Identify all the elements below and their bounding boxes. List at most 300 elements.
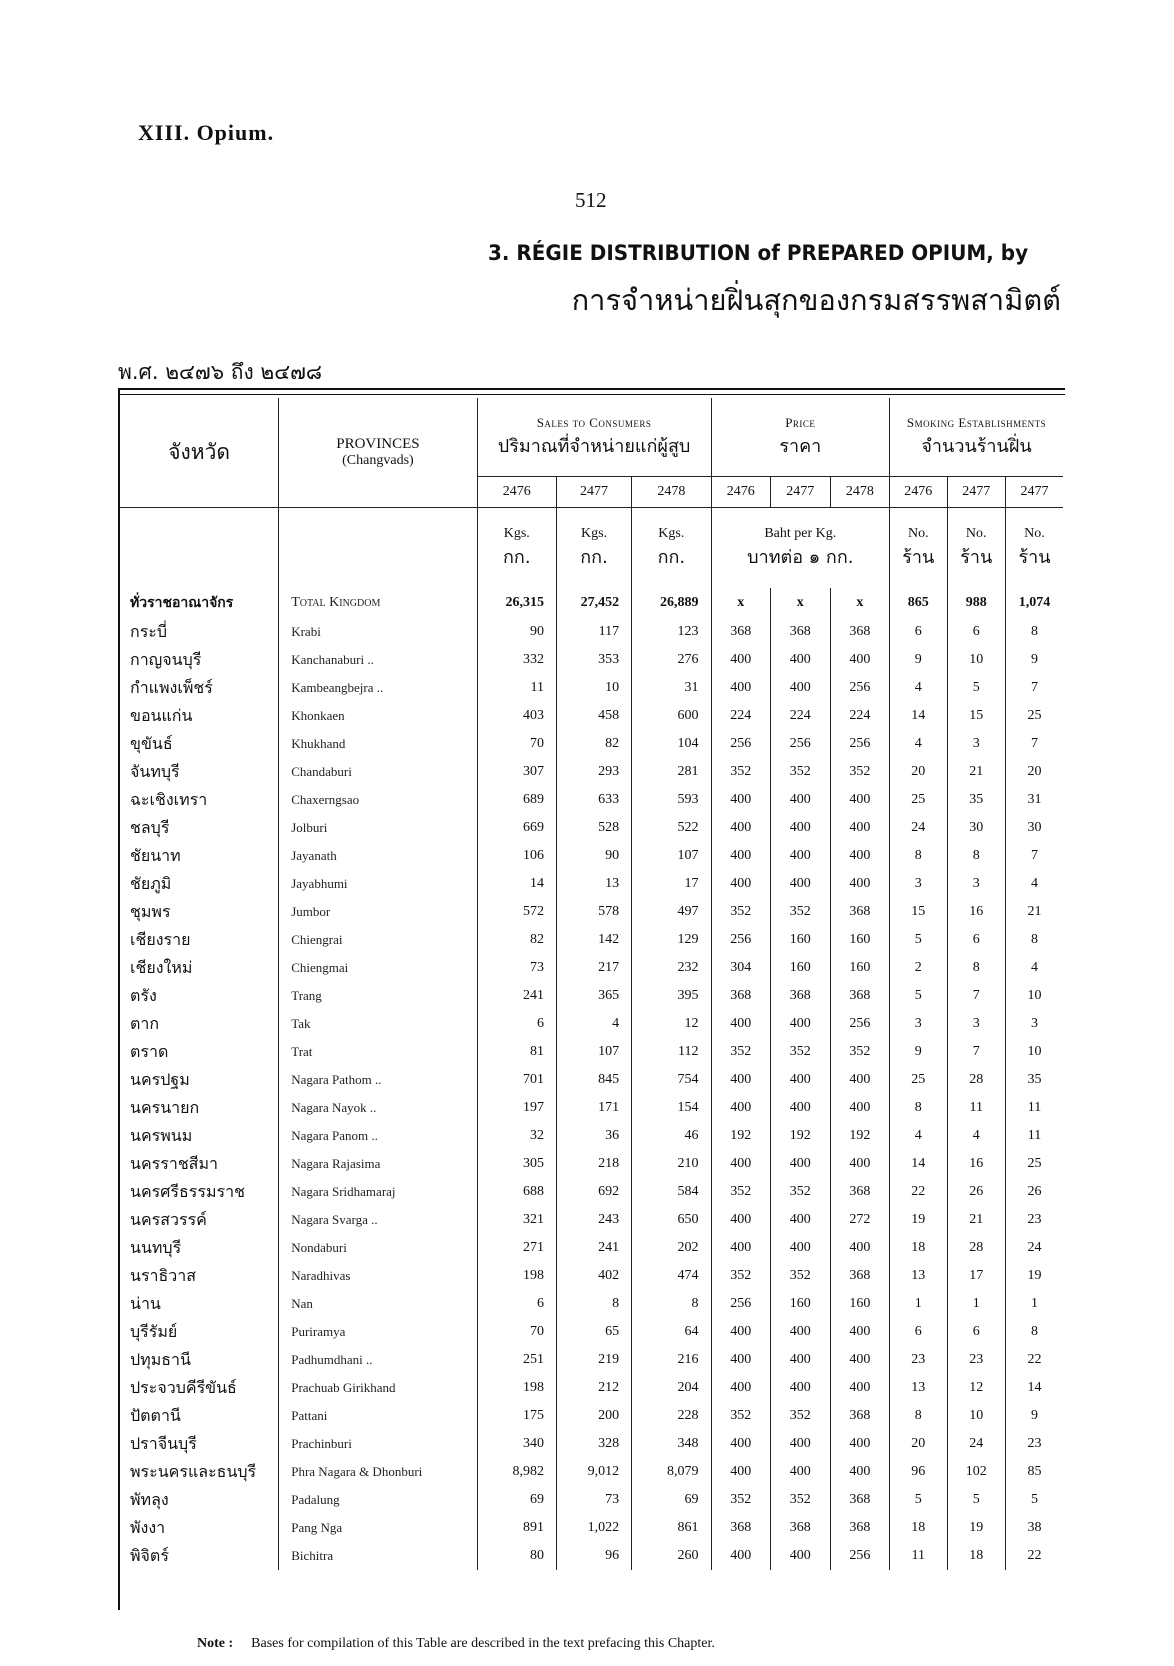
province-name-cell xyxy=(279,1066,477,1094)
unit-spacer xyxy=(120,508,279,589)
establishments-value: 18 xyxy=(947,1542,1005,1570)
sales-value: 6 xyxy=(477,1010,556,1038)
establishments-value: 9 xyxy=(1005,1402,1063,1430)
price-value: 352 xyxy=(830,1038,890,1066)
establishments-value: 9 xyxy=(890,646,947,674)
sales-value: 46 xyxy=(632,1122,711,1150)
sales-value: 69 xyxy=(477,1486,556,1514)
establishments-value: 8 xyxy=(1005,1318,1063,1346)
province-name: Chiengrai xyxy=(291,932,343,947)
province-thai-name: บุรีรัมย์ xyxy=(130,1321,178,1341)
establishments-value: 8 xyxy=(890,842,947,870)
price-value: 400 xyxy=(711,1010,771,1038)
unit-no-cell xyxy=(1005,508,1063,589)
sales-value: 13 xyxy=(556,870,631,898)
price-value: 352 xyxy=(771,1178,831,1206)
sales-value: 17 xyxy=(632,870,711,898)
price-value: 400 xyxy=(711,1346,771,1374)
price-value: 368 xyxy=(830,618,890,646)
province-name: Bichitra xyxy=(291,1548,334,1563)
price-value: 368 xyxy=(711,1514,771,1542)
establishments-value: 19 xyxy=(1005,1262,1063,1290)
price-value: 400 xyxy=(771,1458,831,1486)
province-thai-name: ขุขันธ์ xyxy=(130,733,173,753)
col-group-price-thai: ราคา xyxy=(779,435,822,457)
sales-value: 669 xyxy=(477,814,556,842)
establishments-value: 30 xyxy=(947,814,1005,842)
establishments-value: 25 xyxy=(890,1066,947,1094)
unit-price-cell xyxy=(711,508,890,589)
establishments-value: 85 xyxy=(1005,1458,1063,1486)
price-value: 400 xyxy=(830,1150,890,1178)
establishments-value: 24 xyxy=(890,814,947,842)
sales-value: 171 xyxy=(556,1094,631,1122)
sales-value: 584 xyxy=(632,1178,711,1206)
establishments-value: 7 xyxy=(947,1038,1005,1066)
province-name-cell xyxy=(279,1318,477,1346)
sales-value: 1,022 xyxy=(556,1514,631,1542)
province-name-cell xyxy=(279,982,477,1010)
establishments-value: 11 xyxy=(1005,1122,1063,1150)
establishments-value: 6 xyxy=(947,926,1005,954)
unit-no-cell xyxy=(890,508,947,589)
table-title: 3. RÉGIE DISTRIBUTION of PREPARED OPIUM, by xyxy=(488,241,1029,265)
province-name: Total Kingdom xyxy=(291,595,381,610)
sales-value: 154 xyxy=(632,1094,711,1122)
province-thai-name: เชียงราย xyxy=(130,929,191,949)
establishments-value: 23 xyxy=(890,1346,947,1374)
sales-value: 891 xyxy=(477,1514,556,1542)
price-value: 400 xyxy=(711,1374,771,1402)
establishments-value: 1,074 xyxy=(1005,588,1063,618)
establishments-value: 11 xyxy=(1005,1094,1063,1122)
establishments-value: 25 xyxy=(890,786,947,814)
year-header: 2477 xyxy=(1005,477,1063,508)
province-name: Chaxerngsao xyxy=(291,792,360,807)
price-value: 368 xyxy=(830,1402,890,1430)
price-value: 352 xyxy=(711,1262,771,1290)
establishments-value: 13 xyxy=(890,1262,947,1290)
province-name-cell xyxy=(279,730,477,758)
province-thai-name: ชัยนาท xyxy=(130,845,181,865)
price-value: 400 xyxy=(771,1234,831,1262)
table-row xyxy=(120,1262,1063,1290)
sales-value: 210 xyxy=(632,1150,711,1178)
province-name-cell xyxy=(279,1206,477,1234)
establishments-value: 7 xyxy=(947,982,1005,1010)
province-thai-name: กระบี่ xyxy=(130,621,168,641)
sales-value: 142 xyxy=(556,926,631,954)
province-name: Pattani xyxy=(291,1408,328,1423)
establishments-value: 6 xyxy=(890,1318,947,1346)
province-name: Nagara Pathom .. xyxy=(291,1072,382,1087)
table-row xyxy=(120,954,1063,982)
province-thai-name: ทั่วราชอาณาจักร xyxy=(130,595,234,611)
province-thai-name: พิจิตร์ xyxy=(130,1545,169,1565)
sales-value: 8,982 xyxy=(477,1458,556,1486)
sales-value: 348 xyxy=(632,1430,711,1458)
price-value: 224 xyxy=(830,702,890,730)
province-thai-name: เชียงใหม่ xyxy=(130,957,193,977)
establishments-value: 10 xyxy=(947,1402,1005,1430)
years-range-thai: พ.ศ. ๒๔๗๖ ถึง ๒๔๗๘ xyxy=(118,360,323,384)
unit-kgs-thai: กก. xyxy=(657,546,686,568)
year-header: 2478 xyxy=(632,477,711,508)
province-thai-name: ตราด xyxy=(130,1041,169,1061)
province-name: Nagara Rajasima xyxy=(291,1156,381,1171)
price-value: 368 xyxy=(830,1486,890,1514)
sales-value: 600 xyxy=(632,702,711,730)
establishments-value: 4 xyxy=(1005,954,1063,982)
price-value: 400 xyxy=(830,1374,890,1402)
sales-value: 353 xyxy=(556,646,631,674)
province-name-cell xyxy=(279,1038,477,1066)
establishments-value: 3 xyxy=(947,730,1005,758)
sales-value: 8 xyxy=(556,1290,631,1318)
price-value: 400 xyxy=(830,1066,890,1094)
thai-table-title: การจำหน่ายฝิ่นสุกของกรมสรรพสามิตต์ xyxy=(571,283,1061,317)
province-name: Jayabhumi xyxy=(291,876,348,891)
table-row xyxy=(120,1234,1063,1262)
province-thai-name: ปราจีนบุรี xyxy=(130,1433,197,1453)
province-thai-name: นครนายก xyxy=(130,1097,200,1117)
establishments-value: 26 xyxy=(1005,1178,1063,1206)
price-value: 400 xyxy=(771,1430,831,1458)
establishments-value: 28 xyxy=(947,1234,1005,1262)
sales-value: 80 xyxy=(477,1542,556,1570)
sales-value: 81 xyxy=(477,1038,556,1066)
col-header-provinces-label: PROVINCES xyxy=(336,436,420,452)
price-value: 368 xyxy=(771,618,831,646)
year-header: 2477 xyxy=(771,477,831,508)
sales-value: 70 xyxy=(477,730,556,758)
sales-value: 31 xyxy=(632,674,711,702)
price-value: 400 xyxy=(771,646,831,674)
sales-value: 198 xyxy=(477,1374,556,1402)
price-value: 352 xyxy=(711,1402,771,1430)
establishments-value: 3 xyxy=(890,1010,947,1038)
establishments-value: 14 xyxy=(890,1150,947,1178)
province-name: Trang xyxy=(291,988,322,1003)
price-value: 400 xyxy=(830,786,890,814)
province-name: Nagara Svarga .. xyxy=(291,1212,378,1227)
unit-kgs: Kgs. xyxy=(581,525,608,541)
sales-value: 307 xyxy=(477,758,556,786)
unit-kgs-cell xyxy=(632,508,711,589)
sales-value: 129 xyxy=(632,926,711,954)
unit-no: No. xyxy=(965,525,987,541)
sales-value: 82 xyxy=(556,730,631,758)
province-thai-name: นครศรีธรรมราช xyxy=(130,1181,245,1201)
sales-value: 293 xyxy=(556,758,631,786)
table-row xyxy=(120,1486,1063,1514)
table-row xyxy=(120,1514,1063,1542)
province-name: Kanchanaburi .. xyxy=(291,652,374,667)
table-row xyxy=(120,702,1063,730)
sales-value: 202 xyxy=(632,1234,711,1262)
table-row xyxy=(120,730,1063,758)
price-value: 352 xyxy=(711,758,771,786)
sales-value: 26,889 xyxy=(632,588,711,618)
sales-value: 650 xyxy=(632,1206,711,1234)
price-value: 256 xyxy=(711,1290,771,1318)
unit-kgs-cell xyxy=(556,508,631,589)
province-thai-name: ปัตตานี xyxy=(130,1405,181,1425)
province-name-cell xyxy=(279,618,477,646)
table-row xyxy=(120,618,1063,646)
col-header-thai-province xyxy=(120,398,279,508)
province-name: Nagara Nayok .. xyxy=(291,1100,377,1115)
price-value: 400 xyxy=(771,1066,831,1094)
province-name: Jolburi xyxy=(291,820,328,835)
table-row xyxy=(120,1290,1063,1318)
table-row xyxy=(120,1178,1063,1206)
establishments-value: 3 xyxy=(947,1010,1005,1038)
sales-value: 11 xyxy=(477,674,556,702)
price-value: 256 xyxy=(711,730,771,758)
establishments-value: 4 xyxy=(890,1122,947,1150)
establishments-value: 14 xyxy=(1005,1374,1063,1402)
price-value: 256 xyxy=(830,1010,890,1038)
sales-value: 321 xyxy=(477,1206,556,1234)
sales-value: 197 xyxy=(477,1094,556,1122)
province-name-cell xyxy=(279,758,477,786)
price-value: 368 xyxy=(771,1514,831,1542)
price-value: 192 xyxy=(771,1122,831,1150)
sales-value: 340 xyxy=(477,1430,556,1458)
price-value: 400 xyxy=(771,1542,831,1570)
col-group-smoking xyxy=(890,398,1063,477)
sales-value: 107 xyxy=(632,842,711,870)
province-name: Jumbor xyxy=(291,904,331,919)
province-name-cell xyxy=(279,1262,477,1290)
province-name: Prachuab Girikhand xyxy=(291,1380,396,1395)
establishments-value: 25 xyxy=(1005,702,1063,730)
year-header: 2478 xyxy=(830,477,890,508)
establishments-value: 35 xyxy=(947,786,1005,814)
province-name-cell xyxy=(279,1402,477,1430)
establishments-value: 8 xyxy=(1005,926,1063,954)
province-name-cell xyxy=(279,1234,477,1262)
col-group-smoking-thai: จำนวนร้านฝิ่น xyxy=(921,435,1032,457)
col-group-sales xyxy=(477,398,711,477)
sales-value: 701 xyxy=(477,1066,556,1094)
sales-value: 232 xyxy=(632,954,711,982)
establishments-value: 6 xyxy=(947,1318,1005,1346)
price-value: 368 xyxy=(830,898,890,926)
table-row xyxy=(120,1542,1063,1570)
sales-value: 474 xyxy=(632,1262,711,1290)
sales-value: 82 xyxy=(477,926,556,954)
establishments-value: 8 xyxy=(947,842,1005,870)
province-name-cell xyxy=(279,1010,477,1038)
price-value: 400 xyxy=(771,1374,831,1402)
sales-value: 14 xyxy=(477,870,556,898)
province-name: Tak xyxy=(291,1016,311,1031)
table-row xyxy=(120,1318,1063,1346)
sales-value: 69 xyxy=(632,1486,711,1514)
province-name-cell xyxy=(279,702,477,730)
table-row xyxy=(120,758,1063,786)
province-name: Krabi xyxy=(291,624,321,639)
table-row xyxy=(120,1010,1063,1038)
province-name-cell xyxy=(279,842,477,870)
province-name: Trat xyxy=(291,1044,313,1059)
province-thai-name: ประจวบคีรีขันธ์ xyxy=(130,1377,237,1397)
price-value: 400 xyxy=(830,1346,890,1374)
establishments-value: 8 xyxy=(947,954,1005,982)
col-header-provinces xyxy=(279,398,477,508)
establishments-value: 15 xyxy=(890,898,947,926)
table-row xyxy=(120,1038,1063,1066)
province-name-cell xyxy=(279,1486,477,1514)
establishments-value: 5 xyxy=(947,1486,1005,1514)
price-value: 160 xyxy=(771,1290,831,1318)
sales-value: 27,452 xyxy=(556,588,631,618)
sales-value: 12 xyxy=(632,1010,711,1038)
price-value: 368 xyxy=(830,1514,890,1542)
establishments-value: 102 xyxy=(947,1458,1005,1486)
sales-value: 271 xyxy=(477,1234,556,1262)
establishments-value: 20 xyxy=(890,1430,947,1458)
establishments-value: 18 xyxy=(890,1514,947,1542)
sales-value: 522 xyxy=(632,814,711,842)
col-header-thai-label: จังหวัด xyxy=(168,440,231,464)
sales-value: 458 xyxy=(556,702,631,730)
price-value: 400 xyxy=(830,1458,890,1486)
establishments-value: 21 xyxy=(947,758,1005,786)
unit-no-thai: ร้าน xyxy=(1018,546,1051,568)
province-name: Padalung xyxy=(291,1492,340,1507)
price-value: 352 xyxy=(711,1038,771,1066)
price-value: 192 xyxy=(830,1122,890,1150)
col-group-smoking-label: Smoking Establishments xyxy=(906,414,1047,430)
province-name: Phra Nagara & Dhonburi xyxy=(291,1464,423,1479)
establishments-value: 8 xyxy=(1005,618,1063,646)
province-name-cell xyxy=(279,1514,477,1542)
province-name: Nondaburi xyxy=(291,1240,347,1255)
price-value: 400 xyxy=(711,1150,771,1178)
sales-value: 593 xyxy=(632,786,711,814)
province-name-cell xyxy=(279,870,477,898)
price-value: 400 xyxy=(830,842,890,870)
establishments-value: 8 xyxy=(890,1402,947,1430)
table-row xyxy=(120,674,1063,702)
province-name-cell xyxy=(279,646,477,674)
establishments-value: 21 xyxy=(1005,898,1063,926)
province-name: Khonkaen xyxy=(291,708,345,723)
establishments-value: 3 xyxy=(890,870,947,898)
province-name-cell xyxy=(279,954,477,982)
province-thai-name: ชลบุรี xyxy=(130,817,170,837)
establishments-value: 4 xyxy=(890,730,947,758)
province-thai-name: พัทลุง xyxy=(130,1489,169,1509)
price-value: 160 xyxy=(830,1290,890,1318)
price-value: 400 xyxy=(771,1010,831,1038)
price-value: 400 xyxy=(771,814,831,842)
establishments-value: 5 xyxy=(947,674,1005,702)
province-thai-name: กำแพงเพ็ชร์ xyxy=(130,677,213,697)
sales-value: 241 xyxy=(556,1234,631,1262)
price-value: 400 xyxy=(711,870,771,898)
sales-value: 175 xyxy=(477,1402,556,1430)
unit-kgs-cell xyxy=(477,508,556,589)
province-name: Khukhand xyxy=(291,736,346,751)
table-row xyxy=(120,814,1063,842)
unit-no: No. xyxy=(907,525,929,541)
price-value: 400 xyxy=(711,646,771,674)
sales-value: 688 xyxy=(477,1178,556,1206)
establishments-value: 19 xyxy=(947,1514,1005,1542)
price-value: 400 xyxy=(771,870,831,898)
price-value: 160 xyxy=(830,954,890,982)
price-value: 400 xyxy=(711,814,771,842)
unit-kgs: Kgs. xyxy=(503,525,530,541)
sales-value: 70 xyxy=(477,1318,556,1346)
price-value: 400 xyxy=(771,1346,831,1374)
unit-price-thai: บาทต่อ ๑ กก. xyxy=(747,546,854,568)
province-name-cell xyxy=(279,1290,477,1318)
sales-value: 845 xyxy=(556,1066,631,1094)
province-name: Nagara Panom .. xyxy=(291,1128,378,1143)
establishments-value: 9 xyxy=(1005,646,1063,674)
establishments-value: 28 xyxy=(947,1066,1005,1094)
sales-value: 305 xyxy=(477,1150,556,1178)
establishments-value: 865 xyxy=(890,588,947,618)
province-name-cell xyxy=(279,898,477,926)
establishments-value: 24 xyxy=(947,1430,1005,1458)
table-row xyxy=(120,1402,1063,1430)
province-name-cell xyxy=(279,1150,477,1178)
establishments-value: 22 xyxy=(1005,1542,1063,1570)
establishments-value: 7 xyxy=(1005,674,1063,702)
establishments-value: 5 xyxy=(890,926,947,954)
price-value: 352 xyxy=(771,898,831,926)
price-value: 400 xyxy=(771,1150,831,1178)
footnote-label: Note : xyxy=(197,1636,234,1651)
sales-value: 106 xyxy=(477,842,556,870)
establishments-value: 1 xyxy=(1005,1290,1063,1318)
sales-value: 395 xyxy=(632,982,711,1010)
table-row xyxy=(120,1430,1063,1458)
province-name: Jayanath xyxy=(291,848,337,863)
price-value: 400 xyxy=(771,1318,831,1346)
province-thai-name: นครปฐม xyxy=(130,1069,190,1089)
province-name: Padhumdhani .. xyxy=(291,1352,373,1367)
table-row xyxy=(120,870,1063,898)
year-header: 2476 xyxy=(477,477,556,508)
footnote xyxy=(197,1636,715,1652)
establishments-value: 22 xyxy=(890,1178,947,1206)
price-value: 352 xyxy=(771,1038,831,1066)
price-value: 400 xyxy=(711,786,771,814)
data-table-frame xyxy=(118,388,1065,1610)
establishments-value: 4 xyxy=(890,674,947,702)
price-value: 224 xyxy=(771,702,831,730)
province-thai-name: พังงา xyxy=(130,1517,166,1537)
establishments-value: 30 xyxy=(1005,814,1063,842)
province-thai-name: ชุมพร xyxy=(130,901,171,921)
table-row xyxy=(120,982,1063,1010)
price-value: 400 xyxy=(711,1094,771,1122)
unit-no-thai: ร้าน xyxy=(902,546,935,568)
sales-value: 10 xyxy=(556,674,631,702)
price-value: 352 xyxy=(711,898,771,926)
establishments-value: 16 xyxy=(947,898,1005,926)
establishments-value: 31 xyxy=(1005,786,1063,814)
sales-value: 332 xyxy=(477,646,556,674)
price-value: 352 xyxy=(830,758,890,786)
